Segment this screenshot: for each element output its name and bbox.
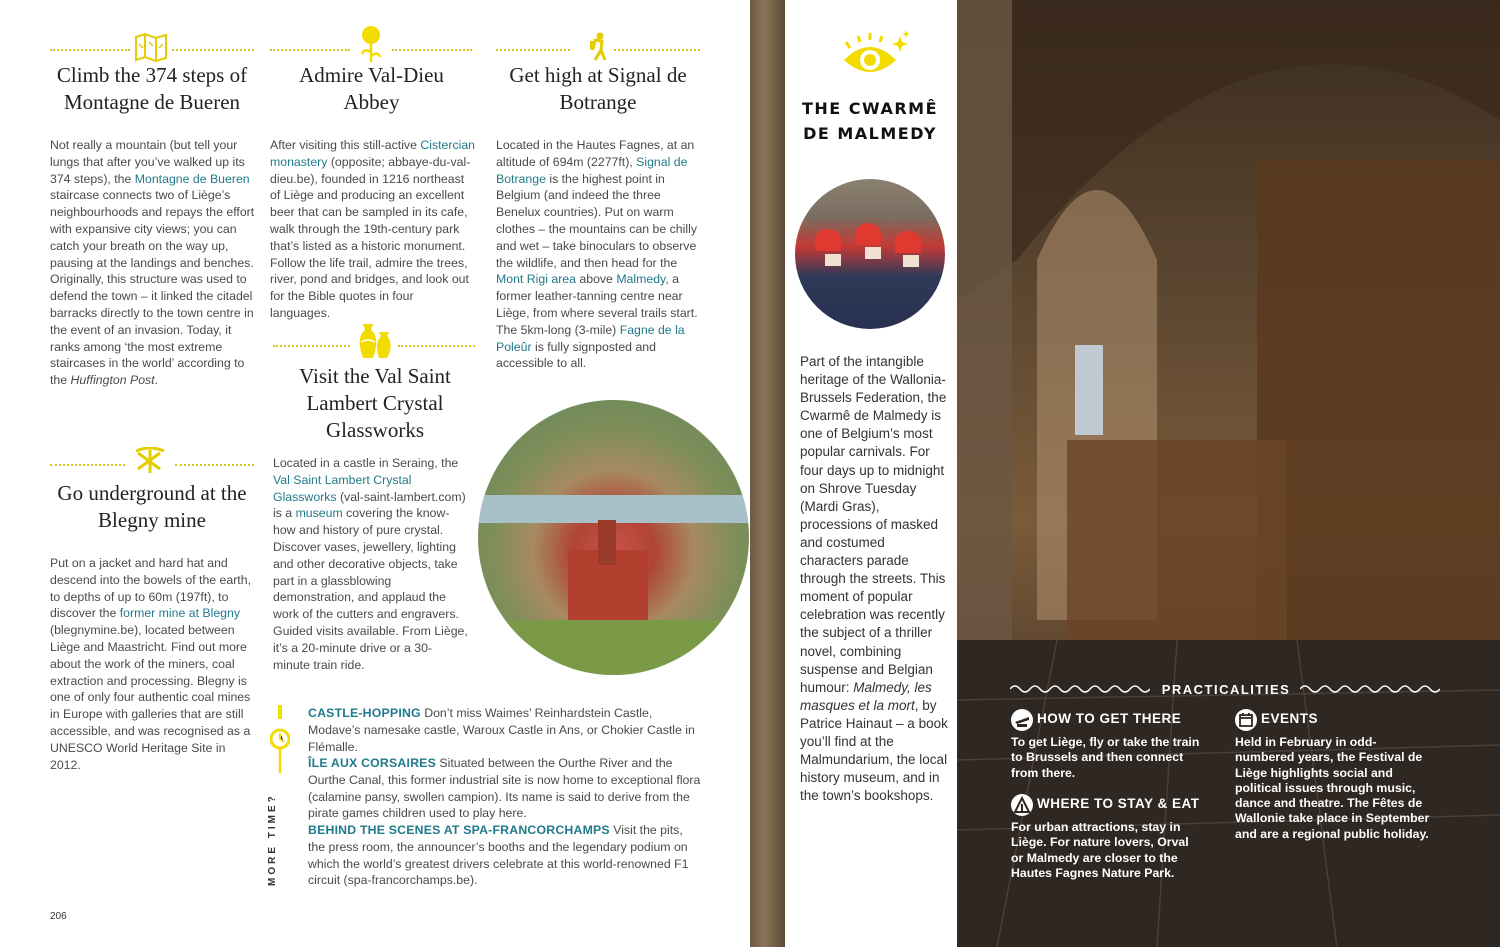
river xyxy=(478,495,749,523)
divider xyxy=(496,49,570,51)
eye-sparkle-icon xyxy=(838,28,912,82)
body-text: After visiting this still-active xyxy=(270,138,421,152)
section-body-val-saint-lambert xyxy=(273,455,468,673)
inline-link[interactable]: Montagne de Bueren xyxy=(134,171,250,186)
section-body-botrange xyxy=(496,137,701,372)
section-body-val-dieu xyxy=(270,137,475,322)
pickaxe-icon xyxy=(132,447,168,475)
events-text: Held in February in odd-numbered years, the Festival de Liège highlights social and political issues through music, dance and theatre. The Fêtes de Wallonie take place in September and are a regional public holiday. xyxy=(1235,735,1430,841)
sidebar-title xyxy=(790,96,950,146)
more-time-item-text: Don’t miss Waimes’ Reinhardstein Castle, Modave’s namesake castle, Waroux Castle in Ans, or Chokier Castle in Flémalle. xyxy=(308,706,695,754)
mask xyxy=(855,223,881,245)
get-there-text: To get Liège, fly or take the train to Brussels and then connect from there. xyxy=(1011,735,1200,780)
sidebar-title-line: DE MALMEDY xyxy=(803,124,937,143)
trees xyxy=(478,620,749,675)
section-body-blegny xyxy=(50,555,255,773)
mask xyxy=(895,231,921,253)
gutter-photo-strip xyxy=(750,0,785,947)
inline-link[interactable]: Fagne de la Poleûr xyxy=(496,322,685,354)
italic-text: Huffington Post xyxy=(70,373,155,388)
sidebar-title-line: THE CWARMÊ xyxy=(801,99,939,118)
more-time-item-title: ÎLE AUX CORSAIRES xyxy=(308,756,436,770)
calendar-icon xyxy=(1235,709,1257,731)
more-time-label: MORE TIME? xyxy=(267,793,278,886)
body-text: (blegnymine.be), located between Liège and Maastricht. Find out more about the work of the miners, coal extraction and processing. Blegny is one of only four authentic coal mines in Europe with galleries that are still accessible, and was recognised as a UNESCO World Heritage Site in 2012. xyxy=(50,623,251,772)
body-text: Part of the intangible heritage of the Wallonia-Brussels Federation, the Cwarmê de Malmedy is one of Belgium’s most popular carnivals. For four days up to midnight on Shrove Tuesday (Mardi Gras), processions of masked and costumed characters parade through the streets. This moment of popular celebration was recently the subject of a thriller novel, combining suspense and Belgian humour: xyxy=(800,354,947,695)
more-time-item-title: BEHIND THE SCENES AT SPA-FRANCORCHAMPS xyxy=(308,823,610,837)
body-text: Located in the Hautes Fagnes, at an altitude of 694m (2277ft), xyxy=(496,138,695,169)
events-title: EVENTS xyxy=(1261,711,1319,726)
stay-text: For urban attractions, stay in Liège. For nature lovers, Orval or Malmedy are closer to the Hautes Fagnes Nature Park. xyxy=(1011,820,1189,880)
body-text: Put on a jacket and hard hat and descend into the bowels of the earth, to depths of up to 60m (197ft), to discover the xyxy=(50,556,251,621)
inline-link[interactable]: Malmedy xyxy=(616,272,666,287)
stay-title: WHERE TO STAY & EAT xyxy=(1037,796,1200,811)
get-there-title: HOW TO GET THERE xyxy=(1037,711,1182,726)
divider xyxy=(398,345,475,347)
section-title-bueren: Climb the 374 steps of Montagne de Bueren xyxy=(56,63,248,114)
italic-text: Malmedy, les masques et la mort xyxy=(800,679,932,713)
body-text: (opposite; abbaye-du-val-dieu.be), founded in 1216 northeast of Liège and producing an excellent beer that can be sampled in its cafe, walk through the 19th-century park that’s listed as a historic monument. Follow the life trail, admire the trees, river, pond and bridges, and look out for the Bible quotes in four languages. xyxy=(270,154,471,320)
divider xyxy=(614,49,700,51)
page-number: 206 xyxy=(50,911,67,922)
divider xyxy=(50,49,130,51)
hiker-icon xyxy=(586,32,610,62)
body-text: (val-saint-lambert.com) is a xyxy=(273,489,466,521)
mask-face xyxy=(903,255,919,267)
divider xyxy=(392,49,472,51)
section-title-val-dieu: Admire Val-Dieu Abbey xyxy=(299,63,444,114)
divider xyxy=(50,464,125,466)
vases-icon xyxy=(357,322,393,360)
body-text: is fully signposted and accessible to all. xyxy=(496,339,656,371)
practicalities-heading: PRACTICALITIES xyxy=(1161,682,1291,697)
section-title-botrange: Get high at Signal de Botrange xyxy=(509,63,687,114)
more-time-item xyxy=(308,822,703,889)
inline-link[interactable]: Mont Rigi area xyxy=(496,272,576,287)
inline-link[interactable]: Signal de Botrange xyxy=(496,154,688,186)
mask-face xyxy=(825,254,841,266)
section-title-val-saint-lambert: Visit the Val Saint Lambert Crystal Glassworks xyxy=(299,364,451,442)
more-time-item-text: Situated between the Ourthe River and the Ourthe Canal, this former industrial site is now home to exceptional flora (calamine pansy, swollen campion). Its name is said to derive from the pirate games children used to play here. xyxy=(308,756,701,821)
divider xyxy=(270,49,350,51)
mask xyxy=(815,229,841,251)
tent-icon xyxy=(1011,794,1033,816)
church-tower xyxy=(598,520,616,565)
more-time-item-title: CASTLE-HOPPING xyxy=(308,706,421,720)
section-title-blegny: Go underground at the Blegny mine xyxy=(57,481,247,532)
plane-train-icon xyxy=(1011,709,1033,731)
mask-face xyxy=(865,247,881,259)
section-body-bueren xyxy=(50,137,255,389)
inline-link[interactable]: former mine at Blegny xyxy=(119,606,241,621)
body-text: Not really a mountain (but tell your lungs that after you’ve walked up its 374 steps), the xyxy=(50,138,245,186)
liege-city-photo xyxy=(478,400,749,675)
body-text: , by Patrice Hainaut – a book you’ll find at the Malmundarium, the local history museum, and in the town’s bookshops. xyxy=(800,697,948,804)
more-time-item xyxy=(308,705,703,755)
body-text: Located in a castle in Seraing, the xyxy=(273,456,459,470)
rose-icon xyxy=(356,24,386,64)
more-time-item xyxy=(308,755,703,822)
body-text: , a former leather-tanning centre near Liège, from where several trails start. The 5km-long (3-mile) xyxy=(496,272,698,337)
sidebar-body xyxy=(800,353,950,805)
more-time-item-text: Visit the pits, the press room, the announcer’s booths and the legendary podium on which the world’s greatest drivers celebrate at this world-renowned F1 circuit (spa-francorchamps.be). xyxy=(308,823,689,888)
divider xyxy=(175,464,254,466)
divider xyxy=(273,345,350,347)
inline-link[interactable]: museum xyxy=(295,506,343,521)
body-text: is the highest point in Belgium (and indeed the three Benelux countries). Put on warm clothes – the mountains can be chilly and wet – take binoculars to observe the wildlife, and then head for the xyxy=(496,171,697,270)
body-text: above xyxy=(575,272,617,287)
map-icon xyxy=(134,32,168,62)
body-text: staircase connects two of Liège’s neighbourhoods and repays the effort with expansive city views; you can catch your breath on the way up, pausing at the landings and benches. Originally, this structure was used to defend the town – it linked the citadel barracks directly to the town centre in the event of an invasion. Today, it ranks among ‘the most extreme staircases in the world’ according to the xyxy=(50,188,255,388)
carnival-photo xyxy=(795,179,945,329)
inline-link[interactable]: Cistercian monastery xyxy=(270,138,476,169)
inline-link[interactable]: Val Saint Lambert Crystal Glassworks xyxy=(273,472,412,504)
body-text: covering the know-how and history of pure crystal. Discover vases, jewellery, lighting and other decorative objects, take part in a glassblowing demonstration, and applaud the work of the cutters and engravers. Guided visits available. From Liège, it’s a 20-minute drive or a 30-minute train ride. xyxy=(273,506,468,672)
body-text: . xyxy=(154,373,159,388)
pocket-watch-icon xyxy=(270,705,290,773)
divider xyxy=(172,49,254,51)
